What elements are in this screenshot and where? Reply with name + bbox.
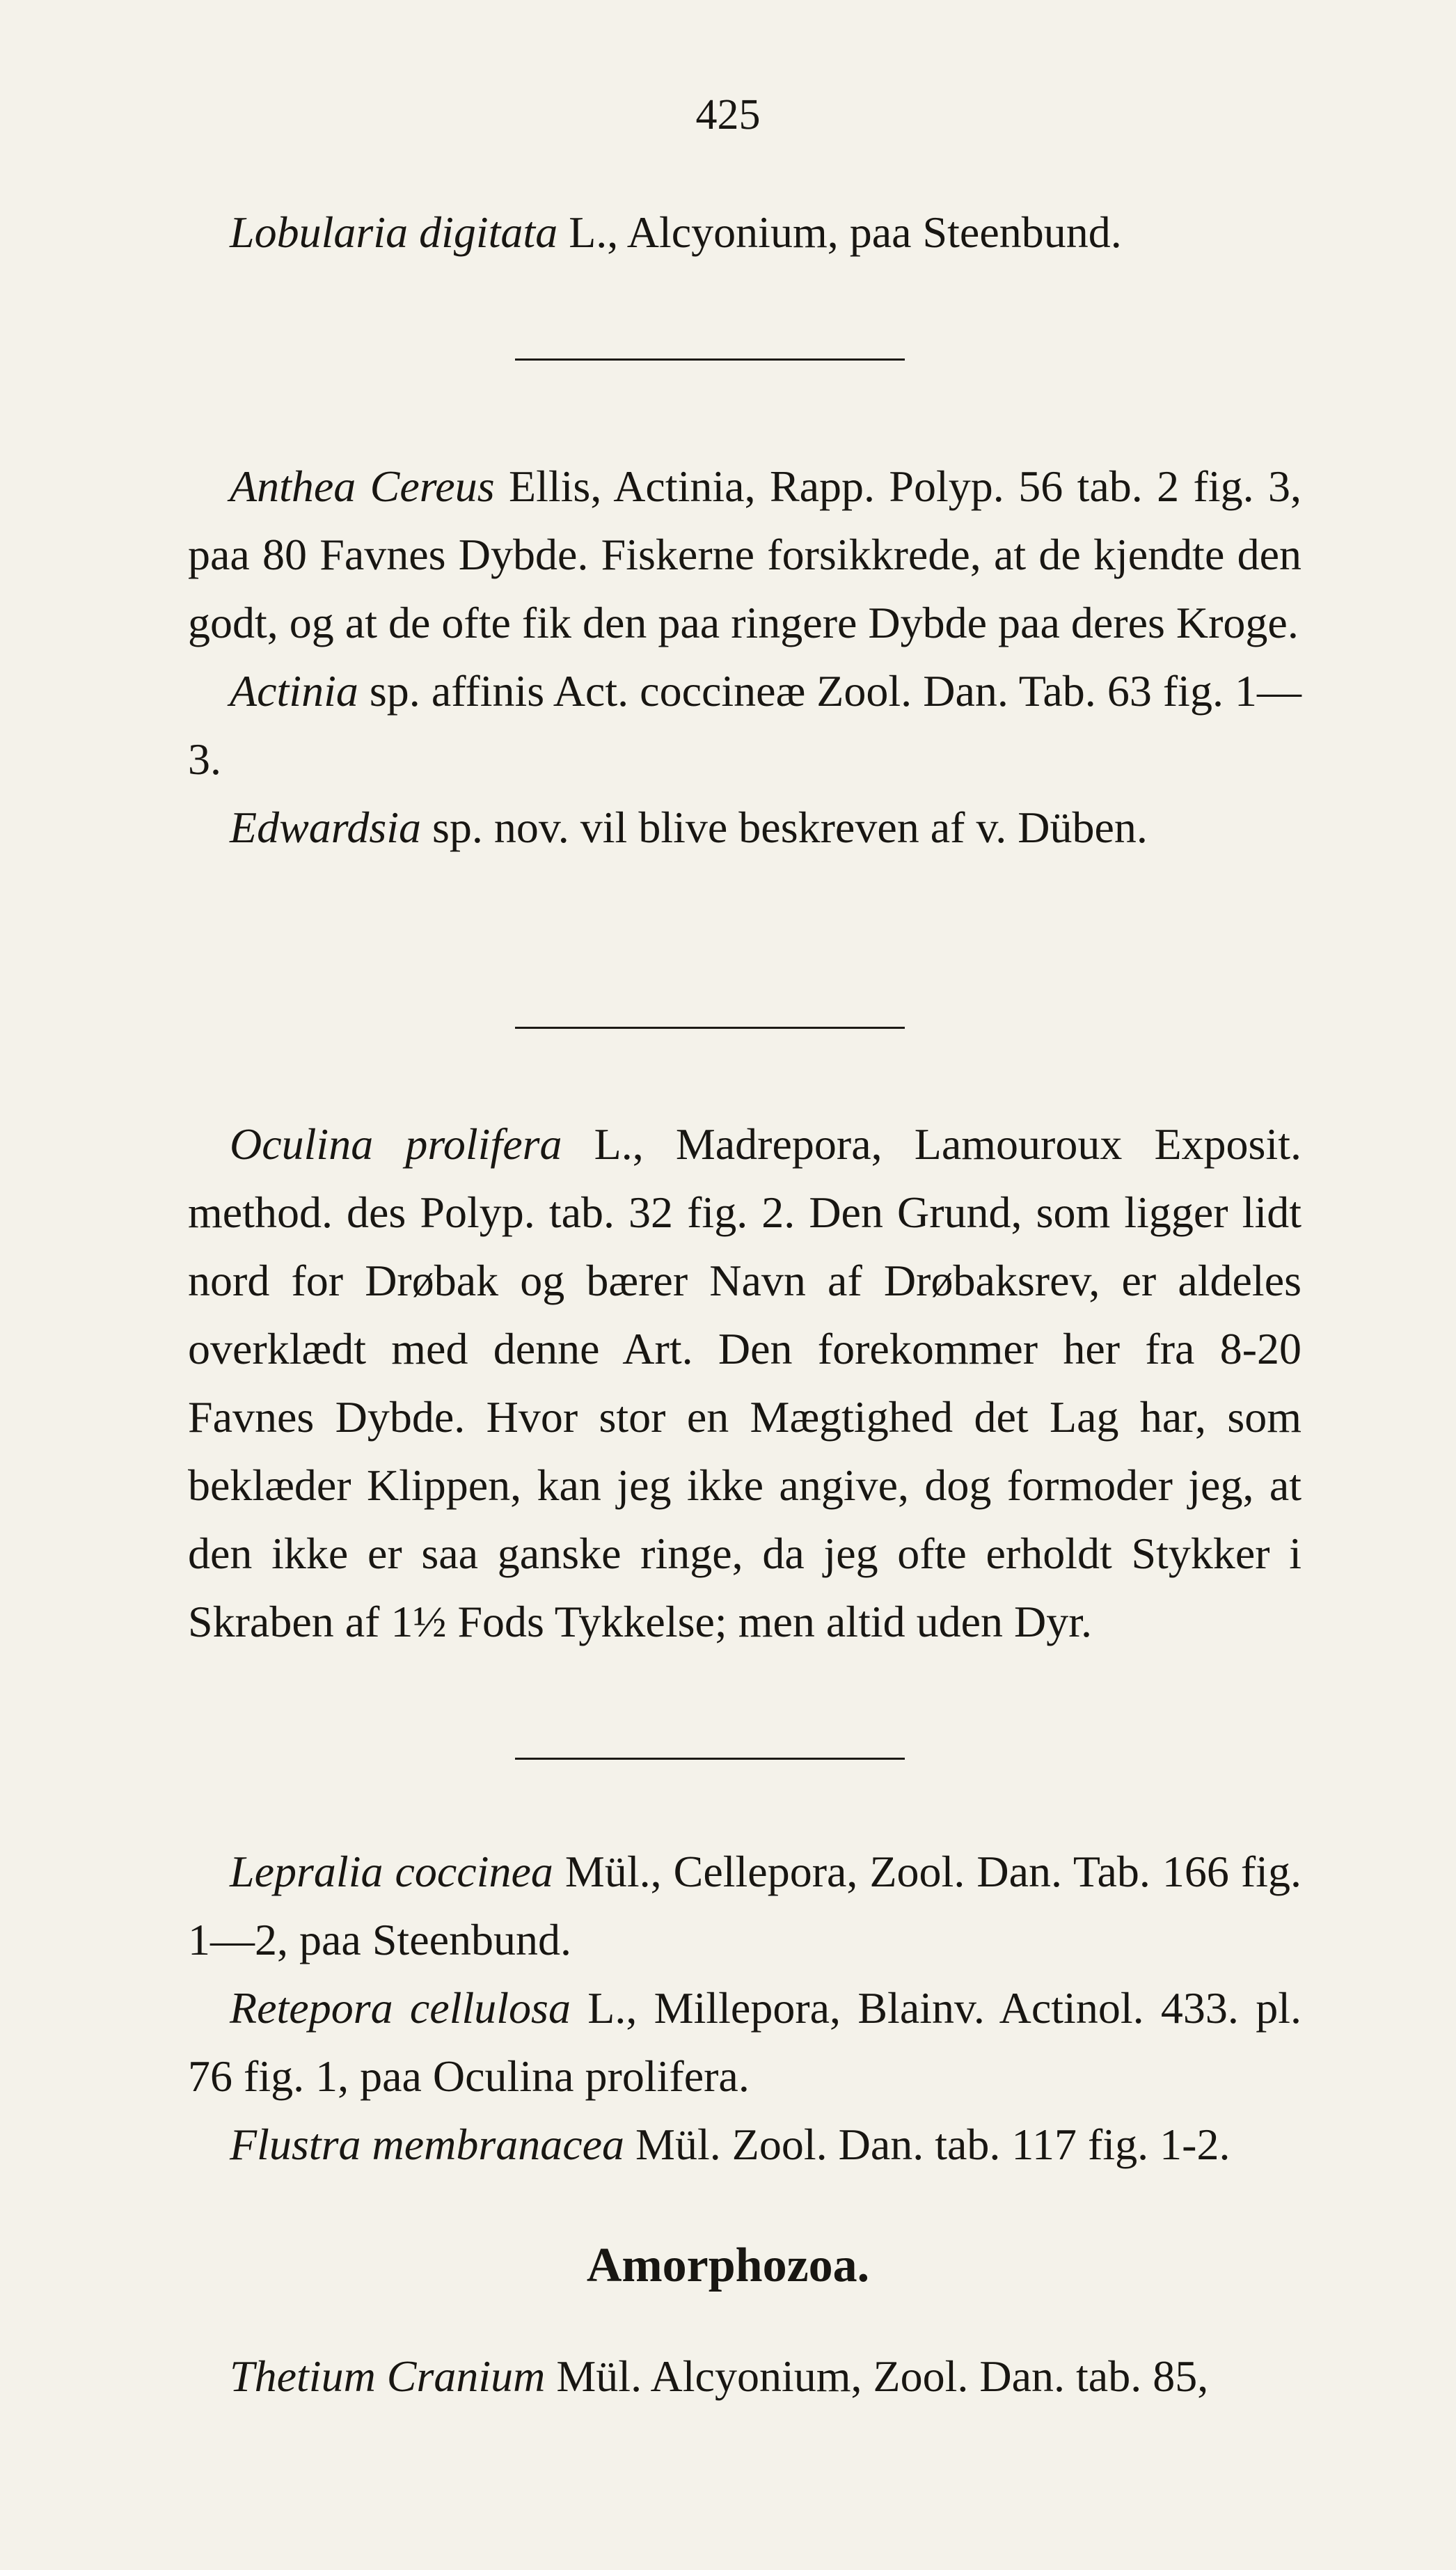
entry-text: L., Alcyonium, paa Steenbund. [557,207,1122,257]
entry-text: L., Madrepora, Lamouroux Exposit. method. des Polyp. tab. 32 fig. 2. Den Grund, som ligger lidt nord for Drøbak og bærer Navn af Drøbaksrev, er aldeles overklædt med denne Art. Den forekommer her fra 8-20 Favnes Dybde. Hvor stor en Mægtighed det Lag har, som beklæder Klippen, kan jeg ikke angive, dog formoder jeg, at den ikke er saa ganske ringe, da jeg ofte erholdt Stykker i Skraben af 1½ Fods Tykkelse; men altid uden Dyr. [188,1119,1301,1646]
entry-lepralia [188,1838,1301,1974]
entry-text: Mül. Zool. Dan. tab. 117 fig. 1-2. [624,2120,1231,2169]
entry-flustra [188,2111,1301,2179]
taxon-name: Anthea Cereus [230,462,495,511]
entry-thetium [188,2342,1301,2411]
entry-text: Mül., Cellepora, Zool. Dan. Tab. 166 fig. 1—2, paa Steenbund. [188,1847,1302,1964]
taxon-name: Edwardsia [230,803,421,852]
entry-group-bryozoa [188,1838,1301,2179]
entry-anthea [188,452,1301,657]
section-divider [515,1758,905,1760]
entry-text: Mül. Alcyonium, Zool. Dan. tab. 85, [545,2351,1209,2401]
taxon-name: Oculina prolifera [230,1119,562,1169]
section-divider [515,1027,905,1029]
taxon-name: Lepralia coccinea [230,1847,553,1896]
section-divider [515,358,905,361]
taxon-name: Retepora cellulosa [230,1983,571,2033]
taxon-name: Lobularia digitata [230,207,558,257]
section-heading: Amorphozoa. [586,2239,870,2292]
entry-text: sp. nov. vil blive beskreven af v. Düben. [421,803,1148,852]
entry-retepora [188,1974,1301,2111]
taxon-name: Flustra membranacea [230,2120,625,2169]
entry-actinia [188,657,1301,794]
taxon-name: Actinia [230,666,358,716]
entry-edwardsia [188,794,1301,862]
entry-oculina [188,1110,1301,1656]
entry-text: L., Millepora, Blainv. Actinol. 433. pl. 76 fig. 1, paa Oculina prolifera. [188,1983,1302,2101]
taxon-name: Thetium Cranium [230,2351,546,2401]
entry-text: sp. affinis Act. coccineæ Zool. Dan. Tab. 63 fig. 1—3. [188,666,1301,784]
entry-lobularia [188,198,1301,267]
entry-text: Ellis, Actinia, Rapp. Polyp. 56 tab. 2 fig. 3, paa 80 Favnes Dybde. Fiskerne forsikkrede, at de kjendte den godt, og at de ofte fik den paa ringere Dybde paa deres Kroge. [188,462,1302,647]
entry-group-anthozoa [188,452,1301,862]
page-number: 425 [695,91,761,139]
